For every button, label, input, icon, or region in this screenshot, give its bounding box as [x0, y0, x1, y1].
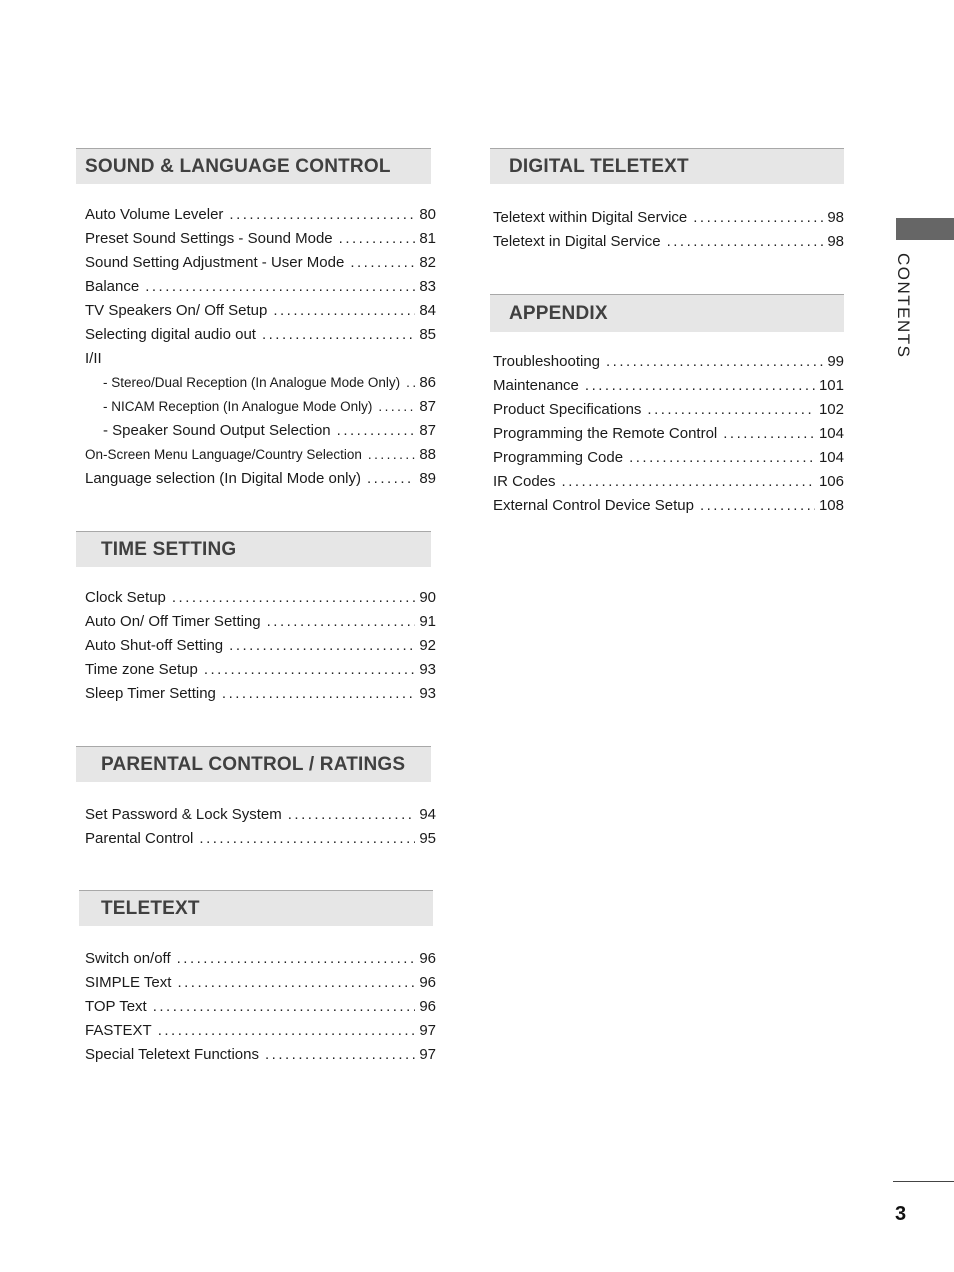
toc-entry[interactable] — [493, 473, 844, 497]
toc-entry[interactable] — [493, 377, 844, 401]
toc-entry[interactable] — [85, 1046, 436, 1070]
entry-title: Set Password & Lock System — [85, 806, 282, 823]
entry-page: 80 — [419, 206, 436, 223]
entry-page: 85 — [419, 326, 436, 343]
entry-page: 98 — [827, 233, 844, 250]
entry-title: IR Codes — [493, 473, 556, 490]
toc-list — [493, 353, 844, 521]
entry-page: 98 — [827, 209, 844, 226]
toc-entry[interactable] — [85, 350, 436, 374]
entry-page: 101 — [818, 377, 844, 394]
toc-entry[interactable] — [85, 613, 436, 637]
entry-title: Auto On/ Off Timer Setting — [85, 613, 261, 630]
entry-title: Time zone Setup — [85, 661, 198, 678]
entry-page: 106 — [818, 473, 844, 490]
entry-title: Selecting digital audio out — [85, 326, 256, 343]
toc-entry[interactable] — [493, 353, 844, 377]
toc-entry[interactable] — [85, 326, 436, 350]
toc-entry[interactable] — [493, 425, 844, 449]
section-title: APPENDIX — [509, 303, 608, 324]
entry-page: 94 — [419, 806, 436, 823]
toc-entry[interactable] — [85, 685, 436, 709]
entry-page: 96 — [419, 950, 436, 967]
entry-title: - Stereo/Dual Reception (In Analogue Mode Only) — [103, 375, 401, 390]
entry-page: 89 — [419, 470, 436, 487]
entry-page: 97 — [419, 1046, 436, 1063]
entry-page: 81 — [419, 230, 436, 247]
entry-title: TV Speakers On/ Off Setup — [85, 302, 268, 319]
entry-page: 84 — [419, 302, 436, 319]
section-header — [490, 148, 844, 184]
section-header — [490, 294, 844, 332]
entry-page: 99 — [827, 353, 844, 370]
entry-page: 86 — [419, 374, 436, 391]
section-title: TIME SETTING — [101, 539, 237, 560]
entry-title: External Control Device Setup — [493, 497, 694, 514]
toc-list — [85, 806, 436, 854]
toc-entry[interactable] — [85, 998, 436, 1022]
section-title: DIGITAL TELETEXT — [509, 156, 689, 177]
entry-page: 104 — [818, 449, 844, 466]
entry-page: 102 — [818, 401, 844, 418]
side-label-contents: CONTENTS — [894, 253, 913, 359]
entry-page: 104 — [818, 425, 844, 442]
toc-entry[interactable] — [85, 230, 436, 254]
entry-title: Switch on/off — [85, 950, 171, 967]
entry-title: - Speaker Sound Output Selection — [103, 422, 331, 439]
section-title: TELETEXT — [101, 898, 200, 919]
entry-title: Maintenance — [493, 377, 579, 394]
section-header — [76, 148, 431, 184]
toc-entry[interactable] — [85, 446, 436, 470]
entry-title: Sleep Timer Setting — [85, 685, 216, 702]
toc-entry[interactable] — [85, 374, 436, 398]
toc-entry[interactable] — [493, 401, 844, 425]
footer-divider — [893, 1181, 954, 1182]
toc-entry[interactable] — [85, 830, 436, 854]
entry-title: Auto Shut-off Setting — [85, 637, 224, 654]
toc-list — [85, 206, 436, 494]
entry-title: Product Specifications — [493, 401, 642, 418]
entry-page: 92 — [419, 637, 436, 654]
toc-entry[interactable] — [85, 806, 436, 830]
entry-page: 93 — [419, 661, 436, 678]
toc-list — [85, 589, 436, 709]
entry-title: Preset Sound Settings - Sound Mode — [85, 230, 333, 247]
toc-entry[interactable] — [85, 661, 436, 685]
toc-entry[interactable] — [85, 950, 436, 974]
entry-title: FASTEXT — [85, 1022, 152, 1039]
toc-entry[interactable] — [493, 233, 844, 257]
toc-entry[interactable] — [85, 470, 436, 494]
entry-title: Balance — [85, 278, 140, 295]
toc-entry[interactable] — [85, 398, 436, 422]
entry-title: Sound Setting Adjustment - User Mode — [85, 254, 345, 271]
entry-page: 91 — [419, 613, 436, 630]
toc-list — [493, 209, 844, 257]
entry-page: 87 — [419, 398, 436, 415]
toc-entry[interactable] — [493, 497, 844, 521]
toc-entry[interactable] — [85, 254, 436, 278]
toc-entry[interactable] — [85, 206, 436, 230]
entry-title: Auto Volume Leveler — [85, 206, 224, 223]
entry-title: On-Screen Menu Language/Country Selection — [85, 447, 362, 462]
toc-entry[interactable] — [85, 974, 436, 998]
entry-title: TOP Text — [85, 998, 147, 1015]
entry-title: Troubleshooting — [493, 353, 601, 370]
section-title: PARENTAL CONTROL / RATINGS — [101, 754, 406, 775]
entry-page: 108 — [818, 497, 844, 514]
entry-title: Clock Setup — [85, 589, 166, 606]
entry-title: Programming the Remote Control — [493, 425, 718, 442]
toc-entry[interactable] — [85, 1022, 436, 1046]
chapter-tab — [896, 218, 954, 240]
entry-page: 90 — [419, 589, 436, 606]
entry-title: Language selection (In Digital Mode only) — [85, 470, 361, 487]
toc-entry[interactable] — [493, 209, 844, 233]
entry-page: 82 — [419, 254, 436, 271]
toc-entry[interactable] — [85, 302, 436, 326]
entry-title: Programming Code — [493, 449, 624, 466]
toc-entry[interactable] — [85, 637, 436, 661]
entry-title: Teletext within Digital Service — [493, 209, 688, 226]
toc-entry[interactable] — [85, 278, 436, 302]
entry-title: I/II — [85, 350, 102, 367]
toc-list — [85, 950, 436, 1070]
entry-title: Teletext in Digital Service — [493, 233, 661, 250]
section-header — [76, 746, 431, 782]
toc-entry[interactable] — [493, 449, 844, 473]
page-number: 3 — [895, 1203, 907, 1225]
toc-entry[interactable] — [85, 422, 436, 446]
entry-page: 96 — [419, 974, 436, 991]
entry-page: 97 — [419, 1022, 436, 1039]
entry-page: 96 — [419, 998, 436, 1015]
section-title: SOUND & LANGUAGE CONTROL — [85, 156, 391, 177]
toc-entry[interactable] — [85, 589, 436, 613]
side-label-container — [893, 253, 919, 359]
entry-page: 95 — [419, 830, 436, 847]
entry-page: 83 — [419, 278, 436, 295]
section-header — [79, 890, 433, 926]
entry-title: - NICAM Reception (In Analogue Mode Only) — [103, 399, 373, 414]
entry-title: Special Teletext Functions — [85, 1046, 259, 1063]
entry-title: SIMPLE Text — [85, 974, 172, 991]
entry-page: 88 — [419, 446, 436, 463]
entry-page: 87 — [419, 422, 436, 439]
section-header — [76, 531, 431, 567]
entry-title: Parental Control — [85, 830, 194, 847]
entry-page: 93 — [419, 685, 436, 702]
